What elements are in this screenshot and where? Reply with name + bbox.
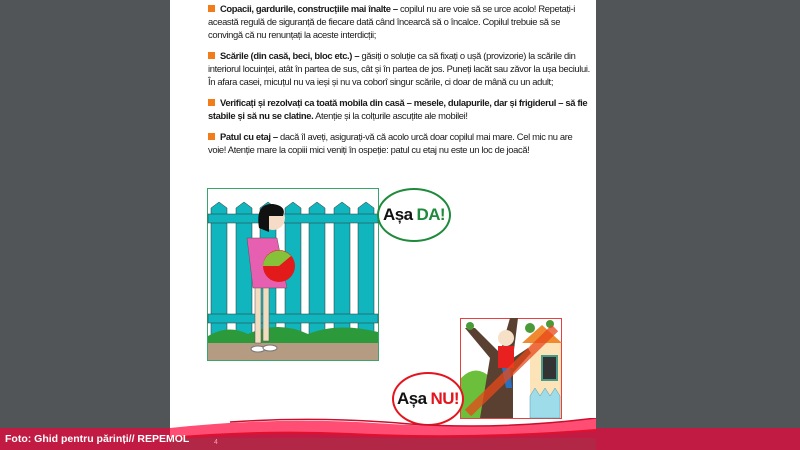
paragraph-trees: Copacii, gardurile, construcțiile mai înalte – copilul nu are voie să se urce acolo! Repetați-i această regulă de siguranță de fiecare dată când încearcă să o încalce. Copilul trebuie să se convingă că nu renunțați la aceste interdicții; bbox=[208, 3, 575, 40]
paragraph-furniture: Verificați și rezolvați ca toată mobila din casă – mesele, dulapurile, dar și frigiderul – să fie stabile și să nu se clatine. Atenție și la colțurile ascuțite ale mobilei! bbox=[208, 97, 588, 121]
page-number: 4 bbox=[214, 439, 218, 446]
bullet-icon bbox=[208, 133, 215, 140]
document-page bbox=[170, 0, 596, 450]
paragraph-bunk-bed: Patul cu etaj – dacă îl aveți, asigurați-vă că acolo urcă doar copilul mai mare. Cel mic nu are voie! Atenție mare la copiii mici veniți în ospeție: patul cu etaj nu este un loc de joacă! bbox=[208, 131, 573, 155]
text-column bbox=[208, 2, 590, 164]
illustration-boy-tree bbox=[460, 318, 562, 419]
illustration-girl-fence bbox=[207, 188, 379, 361]
caption-wave bbox=[170, 428, 596, 450]
bullet-icon bbox=[208, 99, 215, 106]
speech-bubble-no: Așa NU! bbox=[392, 372, 464, 426]
speech-bubble-yes: Așa DA! bbox=[377, 188, 451, 242]
bullet-icon bbox=[208, 52, 215, 59]
bullet-icon bbox=[208, 5, 215, 12]
paragraph-stairs: Scările (din casă, beci, bloc etc.) – găsiți o soluție ca să fixați o ușă (provizorie) la scările din interiorul locuinței, atât în partea de sus, cât și în partea de jos. Puneți lacăt sau zăvor la ușa beciului. În afara casei, micuțul nu va ieși și nu va coborî singur scările, ci doar de mână cu un adult; bbox=[208, 50, 590, 87]
photo-caption: Foto: Ghid pentru părinți// REPEMOL bbox=[5, 433, 190, 445]
